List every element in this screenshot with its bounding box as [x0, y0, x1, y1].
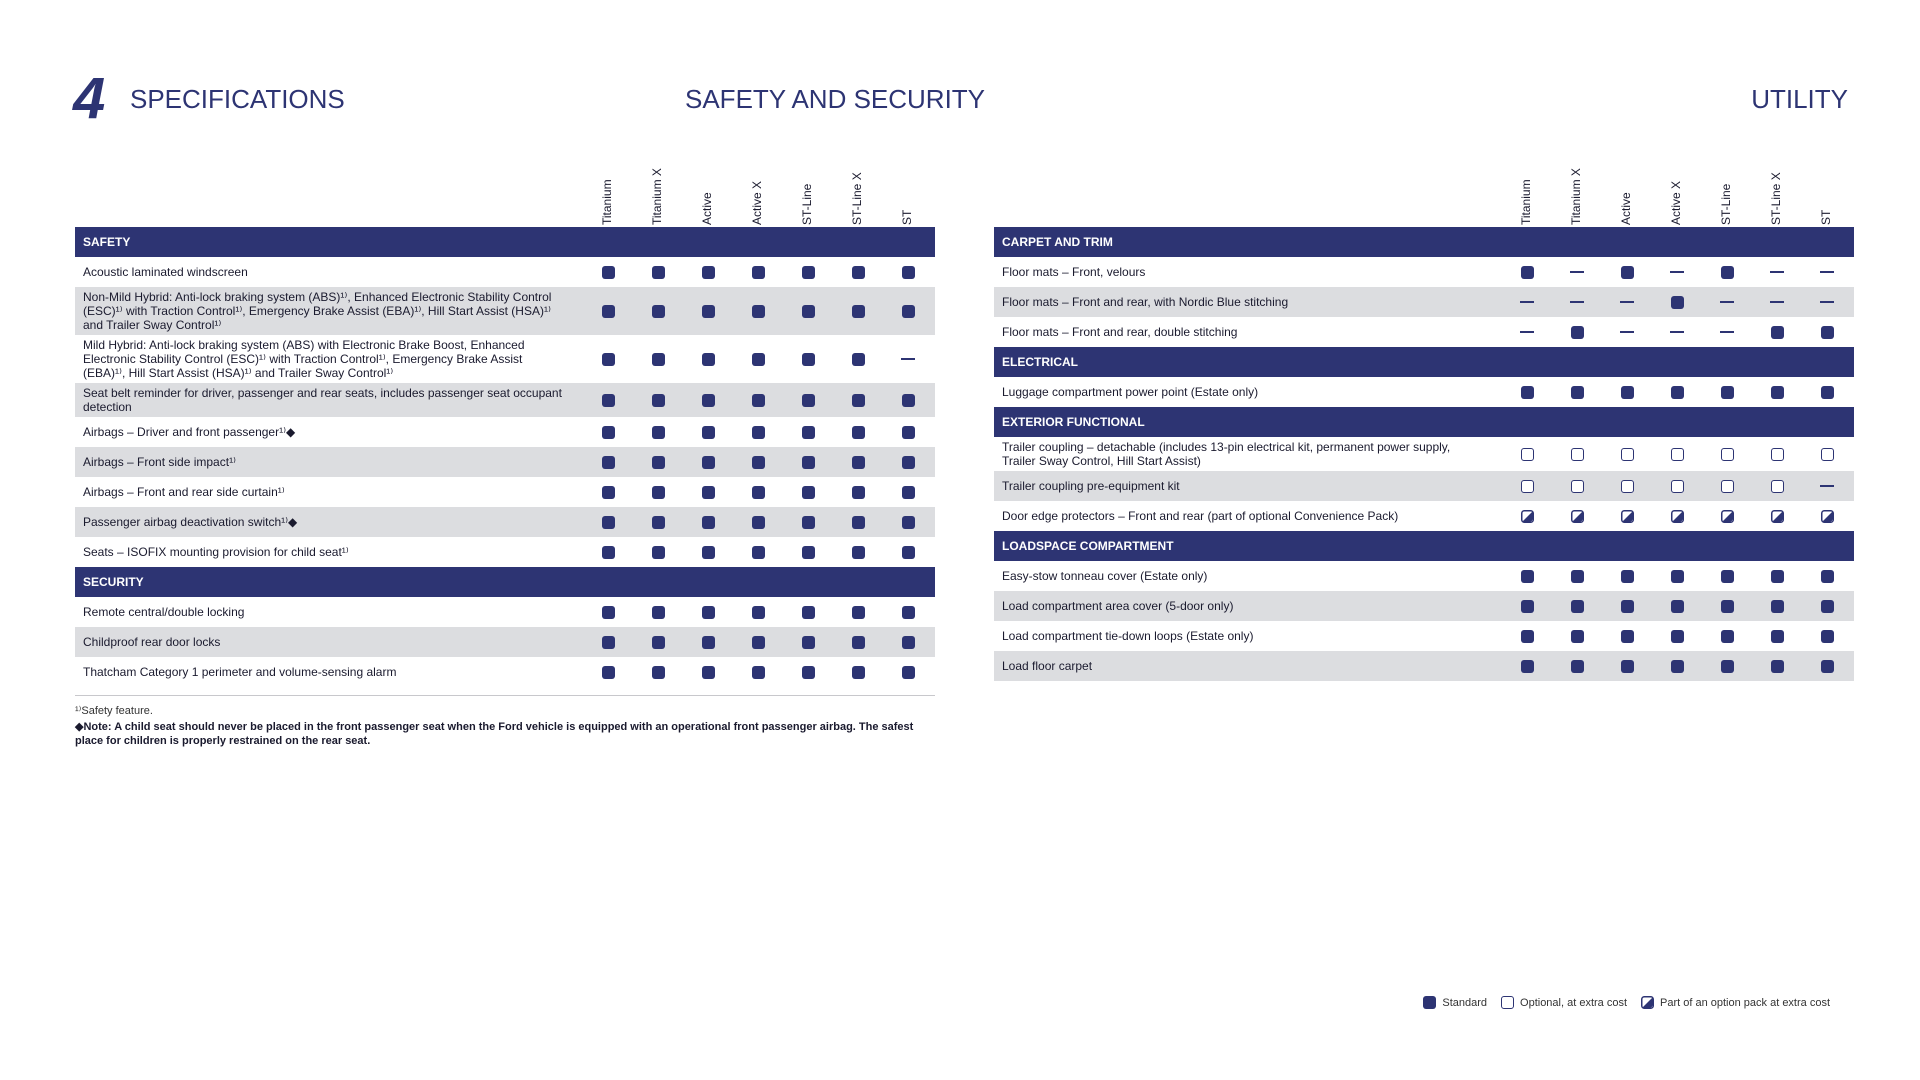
right-section-title: UTILITY: [1751, 84, 1848, 114]
standard-marker-icon: [1752, 659, 1802, 673]
not-available-dash-icon: [1802, 265, 1852, 279]
table-row: [994, 257, 1854, 287]
standard-marker-icon: [733, 635, 783, 649]
page-title: SPECIFICATIONS: [130, 84, 345, 114]
row-label: Seat belt reminder for driver, passenger and rear seats, includes passenger seat occupant detection: [83, 386, 562, 414]
standard-marker-icon: [1702, 569, 1752, 583]
standard-marker-icon: [633, 545, 683, 559]
standard-marker-icon: [633, 425, 683, 439]
standard-marker-icon: [1602, 569, 1652, 583]
standard-marker-icon: [683, 352, 733, 366]
standard-marker-icon: [1652, 385, 1702, 399]
standard-marker-icon: [733, 485, 783, 499]
pack-marker-icon: [1602, 509, 1652, 523]
standard-marker-icon: [1502, 629, 1552, 643]
row-label: Floor mats – Front and rear, with Nordic Blue stitching: [1002, 295, 1289, 309]
standard-marker-icon: [683, 665, 733, 679]
standard-marker-icon: [783, 455, 833, 469]
not-available-dash-icon: [1502, 295, 1552, 309]
standard-marker-icon: [1502, 569, 1552, 583]
standard-marker-icon: [783, 545, 833, 559]
standard-marker-icon: [783, 352, 833, 366]
standard-marker-icon: [583, 304, 633, 318]
column-headers: [994, 165, 1854, 227]
section-header: SAFETY: [75, 227, 935, 257]
standard-marker-icon: [833, 393, 883, 407]
column-header: ST-Line: [1719, 183, 1733, 225]
not-available-dash-icon: [1752, 265, 1802, 279]
standard-marker-icon: [1752, 325, 1802, 339]
not-available-dash-icon: [1602, 295, 1652, 309]
standard-marker-icon: [683, 425, 733, 439]
column-header: ST: [900, 209, 914, 225]
legend-optional: Optional, at extra cost: [1501, 996, 1627, 1009]
standard-marker-icon: [1552, 599, 1602, 613]
optional-marker-icon: [1602, 447, 1652, 461]
standard-marker-icon: [1602, 629, 1652, 643]
column-headers: [75, 165, 935, 227]
standard-marker-icon: [833, 515, 883, 529]
standard-marker-icon: [1502, 599, 1552, 613]
standard-marker-icon: [633, 352, 683, 366]
column-header: Active: [1619, 192, 1633, 225]
legend-pack: Part of an option pack at extra cost: [1641, 996, 1830, 1009]
safety-security-table: [75, 165, 935, 687]
standard-marker-icon: [733, 304, 783, 318]
standard-marker-icon: [833, 304, 883, 318]
column-header: Active: [700, 192, 714, 225]
standard-marker-icon: [1652, 659, 1702, 673]
standard-marker-icon: [1552, 659, 1602, 673]
optional-marker-icon: [1702, 447, 1752, 461]
table-row: [75, 257, 935, 287]
row-label: Airbags – Driver and front passenger¹⁾◆: [83, 425, 296, 439]
standard-marker-icon: [683, 393, 733, 407]
pack-marker-icon: [1552, 509, 1602, 523]
standard-marker-icon: [1802, 599, 1852, 613]
standard-marker-icon: [1602, 659, 1652, 673]
standard-marker-icon: [783, 485, 833, 499]
not-available-dash-icon: [1702, 325, 1752, 339]
table-row: [994, 591, 1854, 621]
standard-marker-icon: [833, 665, 883, 679]
standard-marker-icon: [1602, 385, 1652, 399]
standard-marker-icon: [583, 635, 633, 649]
column-header: Titanium X: [1569, 168, 1583, 225]
row-label: Non-Mild Hybrid: Anti-lock braking system (ABS)¹⁾, Enhanced Electronic Stability Control (ESC)¹⁾ with Traction Control¹⁾, Emergency Brake Assist (EBA)¹⁾, Hill Start Assist (HSA)¹⁾ and Trailer Sway Control¹⁾: [83, 290, 552, 332]
row-label: Trailer coupling pre-equipment kit: [1002, 479, 1180, 493]
legend-standard: Standard: [1423, 996, 1487, 1009]
row-label: Airbags – Front and rear side curtain¹⁾: [83, 485, 285, 499]
table-row: [994, 621, 1854, 651]
standard-marker-icon: [1502, 265, 1552, 279]
standard-marker-icon: [883, 485, 933, 499]
standard-marker-icon: [683, 515, 733, 529]
standard-marker-icon: [633, 605, 683, 619]
standard-marker-icon: [1423, 996, 1436, 1009]
standard-marker-icon: [1802, 325, 1852, 339]
standard-marker-icon: [1752, 569, 1802, 583]
standard-marker-icon: [883, 425, 933, 439]
table-row: [75, 335, 935, 383]
standard-marker-icon: [1702, 385, 1752, 399]
standard-marker-icon: [883, 635, 933, 649]
table-row: [994, 501, 1854, 531]
table-row: [75, 657, 935, 687]
row-label: Door edge protectors – Front and rear (part of optional Convenience Pack): [1002, 509, 1399, 523]
standard-marker-icon: [683, 265, 733, 279]
standard-marker-icon: [1702, 659, 1752, 673]
standard-marker-icon: [1552, 569, 1602, 583]
row-label: Thatcham Category 1 perimeter and volume-sensing alarm: [83, 665, 397, 679]
column-header: ST-Line X: [850, 172, 864, 225]
column-header: Active X: [1669, 180, 1683, 225]
footnote-safety-feature: ¹⁾Safety feature.: [75, 705, 153, 717]
standard-marker-icon: [733, 352, 783, 366]
not-available-dash-icon: [1652, 325, 1702, 339]
standard-marker-icon: [883, 545, 933, 559]
standard-marker-icon: [683, 304, 733, 318]
standard-marker-icon: [633, 455, 683, 469]
section-header: SECURITY: [75, 567, 935, 597]
standard-marker-icon: [633, 485, 683, 499]
table-body: [994, 227, 1854, 681]
standard-marker-icon: [1752, 629, 1802, 643]
standard-marker-icon: [783, 605, 833, 619]
table-row: [75, 537, 935, 567]
row-label: Acoustic laminated windscreen: [83, 265, 248, 279]
table-row: [994, 377, 1854, 407]
standard-marker-icon: [1802, 629, 1852, 643]
row-label: Load compartment area cover (5-door only): [1002, 599, 1234, 613]
pack-marker-icon: [1752, 509, 1802, 523]
optional-marker-icon: [1652, 447, 1702, 461]
optional-marker-icon: [1552, 479, 1602, 493]
standard-marker-icon: [1652, 569, 1702, 583]
section-header: LOADSPACE COMPARTMENT: [994, 531, 1854, 561]
utility-table: [994, 165, 1854, 681]
table-row: [994, 437, 1854, 471]
standard-marker-icon: [683, 605, 733, 619]
footnote-child-seat-note: ◆Note: A child seat should never be placed in the front passenger seat when the Ford vehicle is equipped with an operational front passenger airbag. The safest place for children is properly restrained on the rear seat.: [75, 721, 914, 747]
column-header: Titanium: [1519, 179, 1533, 225]
standard-marker-icon: [783, 515, 833, 529]
not-available-dash-icon: [1502, 325, 1552, 339]
chapter-number: 4: [73, 66, 106, 131]
optional-marker-icon: [1752, 479, 1802, 493]
standard-marker-icon: [683, 455, 733, 469]
standard-marker-icon: [1652, 599, 1702, 613]
legend: [1409, 996, 1830, 1009]
pack-marker-icon: [1502, 509, 1552, 523]
optional-marker-icon: [1501, 996, 1514, 1009]
not-available-dash-icon: [1602, 325, 1652, 339]
section-header: CARPET AND TRIM: [994, 227, 1854, 257]
standard-marker-icon: [633, 635, 683, 649]
standard-marker-icon: [883, 304, 933, 318]
optional-marker-icon: [1502, 479, 1552, 493]
table-row: [75, 383, 935, 417]
row-label: Trailer coupling – detachable (includes 13-pin electrical kit, permanent power supply, Trailer Sway Control, Hill Start Assist): [1002, 440, 1451, 468]
column-header: Titanium: [600, 179, 614, 225]
standard-marker-icon: [1652, 295, 1702, 309]
column-header: Titanium X: [650, 168, 664, 225]
row-label: Passenger airbag deactivation switch¹⁾◆: [83, 515, 298, 529]
row-label: Luggage compartment power point (Estate only): [1002, 385, 1259, 399]
optional-marker-icon: [1502, 447, 1552, 461]
standard-marker-icon: [1552, 629, 1602, 643]
standard-marker-icon: [633, 515, 683, 529]
row-label: Easy-stow tonneau cover (Estate only): [1002, 569, 1208, 583]
row-label: Airbags – Front side impact¹⁾: [83, 455, 237, 469]
standard-marker-icon: [583, 393, 633, 407]
standard-marker-icon: [733, 425, 783, 439]
optional-marker-icon: [1552, 447, 1602, 461]
standard-marker-icon: [1802, 569, 1852, 583]
standard-marker-icon: [783, 393, 833, 407]
standard-marker-icon: [583, 485, 633, 499]
pack-marker-icon: [1702, 509, 1752, 523]
standard-marker-icon: [783, 665, 833, 679]
standard-marker-icon: [1802, 659, 1852, 673]
standard-marker-icon: [883, 393, 933, 407]
standard-marker-icon: [1552, 325, 1602, 339]
table-row: [75, 417, 935, 447]
standard-marker-icon: [833, 485, 883, 499]
optional-marker-icon: [1702, 479, 1752, 493]
table-row: [75, 477, 935, 507]
standard-marker-icon: [633, 665, 683, 679]
standard-marker-icon: [883, 605, 933, 619]
standard-marker-icon: [883, 665, 933, 679]
standard-marker-icon: [1752, 385, 1802, 399]
standard-marker-icon: [883, 515, 933, 529]
row-label: Load compartment tie-down loops (Estate only): [1002, 629, 1254, 643]
table-row: [994, 561, 1854, 591]
pack-marker-icon: [1641, 996, 1654, 1009]
pack-marker-icon: [1652, 509, 1702, 523]
row-label: Mild Hybrid: Anti-lock braking system (ABS) with Electronic Brake Boost, Enhanced Electronic Stability Control (ESC)¹⁾ with Traction Control¹⁾, Emergency Brake Assist (EBA)¹⁾, Hill Start Assist (HSA)¹⁾ and Trailer Sway Control¹⁾: [83, 338, 525, 380]
table-row: [994, 471, 1854, 501]
row-label: Floor mats – Front and rear, double stitching: [1002, 325, 1238, 339]
standard-marker-icon: [1752, 599, 1802, 613]
standard-marker-icon: [833, 635, 883, 649]
column-header: Active X: [750, 180, 764, 225]
standard-marker-icon: [833, 425, 883, 439]
standard-marker-icon: [683, 485, 733, 499]
standard-marker-icon: [833, 605, 883, 619]
standard-marker-icon: [633, 393, 683, 407]
pack-marker-icon: [1802, 509, 1852, 523]
table-row: [75, 507, 935, 537]
standard-marker-icon: [583, 605, 633, 619]
table-row: [994, 317, 1854, 347]
standard-marker-icon: [833, 352, 883, 366]
standard-marker-icon: [833, 545, 883, 559]
table-row: [75, 447, 935, 477]
optional-marker-icon: [1802, 447, 1852, 461]
standard-marker-icon: [583, 265, 633, 279]
standard-marker-icon: [733, 393, 783, 407]
column-header: ST-Line X: [1769, 172, 1783, 225]
row-label: Childproof rear door locks: [83, 635, 221, 649]
standard-marker-icon: [733, 605, 783, 619]
section-header: EXTERIOR FUNCTIONAL: [994, 407, 1854, 437]
table-row: [75, 597, 935, 627]
standard-marker-icon: [1602, 265, 1652, 279]
standard-marker-icon: [683, 545, 733, 559]
column-header: ST-Line: [800, 183, 814, 225]
table-row: [75, 627, 935, 657]
standard-marker-icon: [583, 545, 633, 559]
footnote-divider: [75, 695, 935, 696]
standard-marker-icon: [633, 304, 683, 318]
not-available-dash-icon: [883, 352, 933, 366]
standard-marker-icon: [1602, 599, 1652, 613]
standard-marker-icon: [733, 265, 783, 279]
not-available-dash-icon: [1552, 295, 1602, 309]
standard-marker-icon: [1652, 629, 1702, 643]
row-label: Remote central/double locking: [83, 605, 245, 619]
row-label: Seats – ISOFIX mounting provision for child seat¹⁾: [83, 545, 349, 559]
standard-marker-icon: [583, 665, 633, 679]
optional-marker-icon: [1652, 479, 1702, 493]
optional-marker-icon: [1752, 447, 1802, 461]
row-label: Floor mats – Front, velours: [1002, 265, 1146, 279]
standard-marker-icon: [783, 635, 833, 649]
standard-marker-icon: [633, 265, 683, 279]
not-available-dash-icon: [1702, 295, 1752, 309]
standard-marker-icon: [583, 515, 633, 529]
standard-marker-icon: [783, 265, 833, 279]
standard-marker-icon: [733, 455, 783, 469]
standard-marker-icon: [1802, 385, 1852, 399]
standard-marker-icon: [783, 304, 833, 318]
left-section-title: SAFETY AND SECURITY: [685, 84, 986, 114]
table-body: [75, 227, 935, 687]
not-available-dash-icon: [1752, 295, 1802, 309]
standard-marker-icon: [733, 665, 783, 679]
standard-marker-icon: [1502, 659, 1552, 673]
table-row: [994, 651, 1854, 681]
standard-marker-icon: [833, 265, 883, 279]
not-available-dash-icon: [1552, 265, 1602, 279]
column-header: ST: [1819, 209, 1833, 225]
standard-marker-icon: [583, 455, 633, 469]
table-row: [994, 287, 1854, 317]
standard-marker-icon: [583, 352, 633, 366]
optional-marker-icon: [1602, 479, 1652, 493]
standard-marker-icon: [583, 425, 633, 439]
standard-marker-icon: [683, 635, 733, 649]
standard-marker-icon: [883, 455, 933, 469]
standard-marker-icon: [733, 545, 783, 559]
not-available-dash-icon: [1652, 265, 1702, 279]
standard-marker-icon: [1702, 265, 1752, 279]
standard-marker-icon: [1502, 385, 1552, 399]
table-row: [75, 287, 935, 335]
row-label: Load floor carpet: [1002, 659, 1093, 673]
standard-marker-icon: [1702, 629, 1752, 643]
standard-marker-icon: [833, 455, 883, 469]
standard-marker-icon: [733, 515, 783, 529]
standard-marker-icon: [1552, 385, 1602, 399]
standard-marker-icon: [1702, 599, 1752, 613]
standard-marker-icon: [883, 265, 933, 279]
not-available-dash-icon: [1802, 479, 1852, 493]
not-available-dash-icon: [1802, 295, 1852, 309]
section-header: ELECTRICAL: [994, 347, 1854, 377]
standard-marker-icon: [783, 425, 833, 439]
